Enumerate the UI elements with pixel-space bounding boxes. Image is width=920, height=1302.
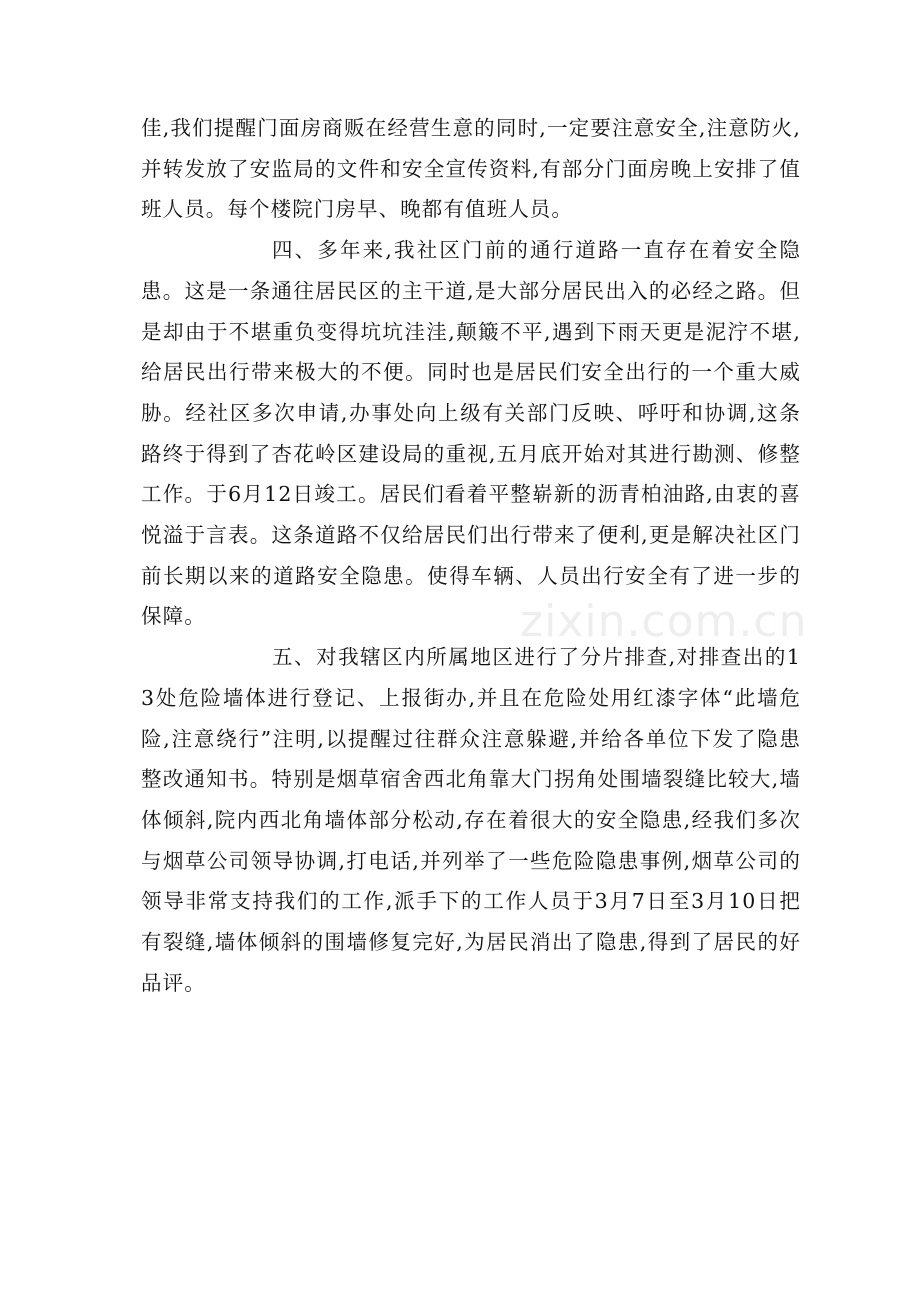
watermark-text: zixin.com.cn bbox=[520, 596, 808, 647]
paragraph-continuation: 佳,我们提醒门面房商贩在经营生意的同时,一定要注意安全,注意防火,并转发放了安监局的文件和安全宣传资料,有部分门面房晚上安排了值班人员。每个楼院门房早、晚都有值班人员。 bbox=[141, 116, 801, 222]
document-body bbox=[141, 108, 801, 1003]
paragraph-section-five: 五、对我辖区内所属地区进行了分片排查,对排查出的13处危险墙体进行登记、上报街办,并且在危险处用红漆字体“此墙危险,注意绕行”注明,以提醒过往群众注意躲避,并给各单位下发了隐患整改通知书。特别是烟草宿舍西北角靠大门拐角处围墙裂缝比较大,墙体倾斜,院内西北角墙体部分松动,存在着很大的安全隐患,经我们多次与烟草公司领导协调,打电话,并列举了一些危险隐患事例,烟草公司的领导非常支持我们的工作,派手下的工作人员于3月7日至3月10日把有裂缝,墙体倾斜的围墙修复完好,为居民消出了隐患,得到了居民的好品评。 bbox=[141, 645, 801, 995]
paragraph-section-four: 四、多年来,我社区门前的通行道路一直存在着安全隐患。这是一条通往居民区的主干道,是大部分居民出入的必经之路。但是却由于不堪重负变得坑坑洼洼,颠簸不平,遇到下雨天更是泥泞不堪,给居民出行带来极大的不便。同时也是居民们安全出行的一个重大威胁。经社区多次申请,办事处向上级有关部门反映、呼吁和协调,这条路终于得到了杏花岭区建设局的重视,五月底开始对其进行勘测、修整工作。于6月12日竣工。居民们看着平整崭新的沥青柏油路,由衷的喜悦溢于言表。这条道路不仅给居民们出行带来了便利,更是解决社区门前长期以来的道路安全隐患。使得车辆、人员出行安全有了进一步的保障。 bbox=[141, 238, 801, 629]
